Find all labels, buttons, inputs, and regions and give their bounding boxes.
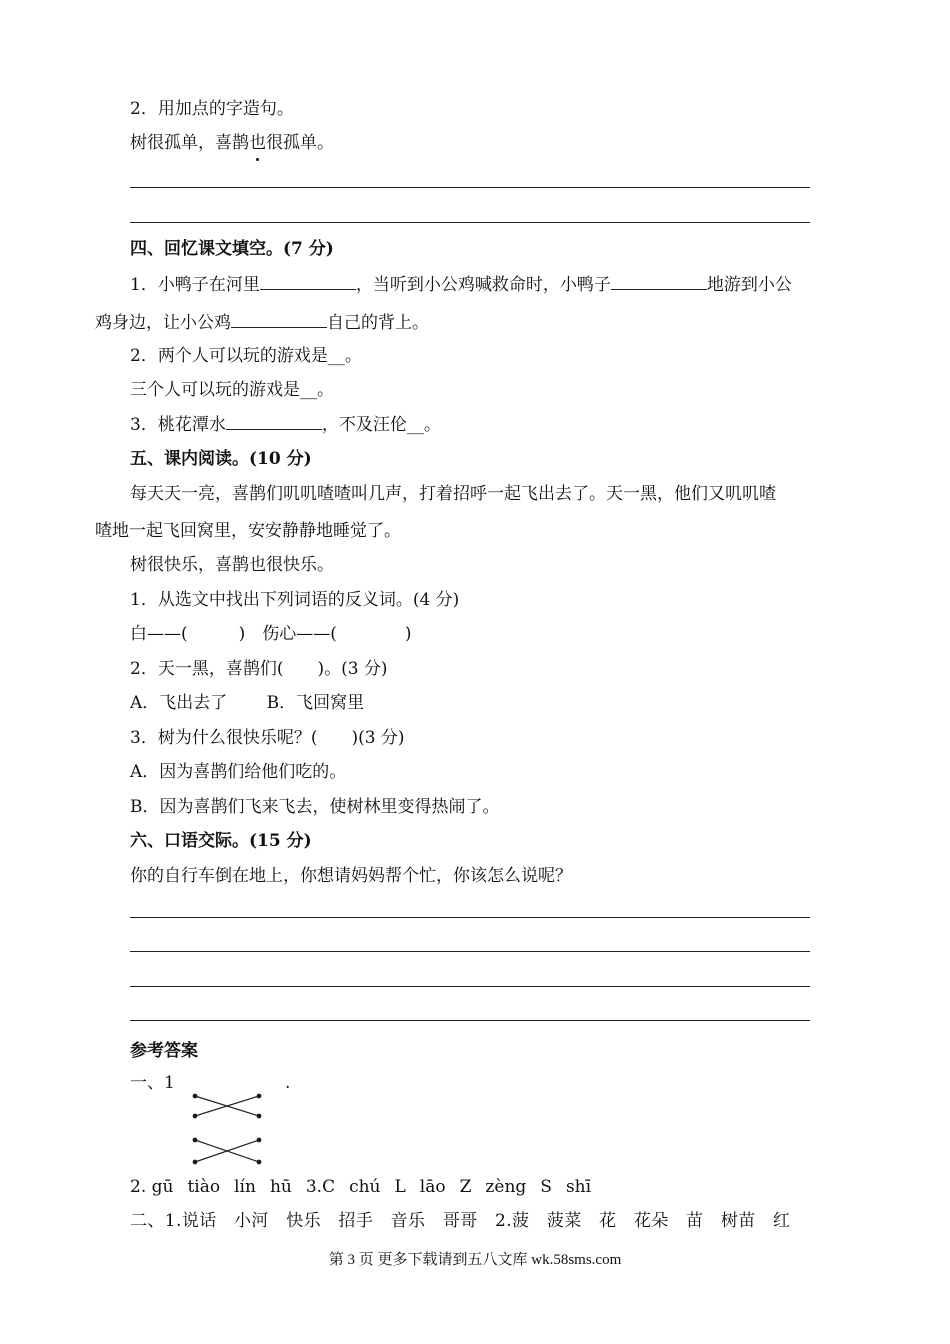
pinyin-item: lāo	[419, 1177, 446, 1197]
section4-item3	[130, 413, 441, 436]
pinyin-item: hū	[269, 1177, 292, 1197]
section4-title: 四、回忆课文填空。(7 分)	[130, 239, 334, 259]
answer-line[interactable]	[130, 187, 810, 188]
section4-item1-line2	[95, 311, 429, 334]
s4-i1-b: ，当听到小公鸡喊救命时，小鸭子	[355, 275, 611, 295]
s5-q1-pairs: 白——( ) 伤心——( )	[130, 624, 412, 644]
s4-i1-e: 自己的背上。	[327, 313, 429, 333]
passage-line3: 树很快乐，喜鹊也很快乐。	[130, 555, 334, 575]
s5-q2-options: A．飞出去了 B．飞回窝里	[130, 693, 365, 713]
s4-i3-a: 3．桃花潭水	[130, 415, 226, 435]
match-dot	[257, 1094, 261, 1098]
s5-q3-b: B．因为喜鹊们飞来飞去，使树林里变得热闹了。	[130, 797, 500, 817]
pinyin-item: S	[540, 1177, 552, 1197]
section4-item2a: 2．两个人可以玩的游戏是__。	[130, 346, 362, 366]
s5-q1: 1．从选文中找出下列词语的反义词。(4 分)	[130, 590, 460, 610]
answer-line[interactable]	[130, 222, 810, 223]
answer1-label: 一、1	[130, 1073, 175, 1093]
s5-q3: 3．树为什么很快乐呢？( )(3 分)	[130, 728, 405, 748]
s5-q3-a: A．因为喜鹊们给他们吃的。	[130, 762, 347, 782]
match-dot	[193, 1138, 197, 1142]
fill-blank[interactable]	[260, 273, 356, 290]
q2-sentence-before: 树很孤单，喜鹊	[130, 133, 249, 153]
pinyin-item: tiào	[187, 1177, 221, 1197]
fill-blank[interactable]	[231, 311, 327, 328]
q2-dotted-char: 也	[249, 133, 266, 153]
q2-sentence	[130, 132, 334, 154]
pinyin-item: Z	[459, 1177, 472, 1197]
pinyin-item: shī	[565, 1177, 592, 1197]
answer3-line: 二、1.说话 小河 快乐 招手 音乐 哥哥 2.菠 菠菜 花 花朵 苗 树苗 红	[130, 1211, 791, 1231]
section5-title: 五、课内阅读。(10 分)	[130, 449, 312, 469]
match-dot	[193, 1114, 197, 1118]
match-dot	[193, 1160, 197, 1164]
s4-i1-d: 鸡身边，让小公鸡	[95, 313, 231, 333]
match-dot	[193, 1094, 197, 1098]
match-dot	[257, 1138, 261, 1142]
section4-item1-line1	[130, 273, 792, 296]
answer2-pinyin-row	[130, 1176, 605, 1198]
s5-q2: 2．天一黑，喜鹊们( )。(3 分)	[130, 659, 388, 679]
match-dot	[257, 1160, 261, 1164]
s4-i1-a: 1．小鸭子在河里	[130, 275, 260, 295]
s4-i3-b: ，不及汪伦__。	[321, 415, 441, 435]
fill-blank[interactable]	[226, 413, 322, 430]
answers-title: 参考答案	[130, 1041, 198, 1061]
match-dot	[257, 1114, 261, 1118]
fill-blank[interactable]	[611, 273, 707, 290]
section6-prompt: 你的自行车倒在地上，你想请妈妈帮个忙，你该怎么说呢？	[130, 866, 572, 886]
section6-title: 六、口语交际。(15 分)	[130, 831, 312, 851]
page-footer: 第 3 页 更多下载请到五八文库 wk.58sms.com	[328, 1252, 622, 1268]
passage-line2: 喳地一起飞回窝里，安安静静地睡觉了。	[95, 521, 401, 541]
pinyin-item: 2. gū	[130, 1177, 174, 1197]
matching-lines-diagram	[185, 1088, 270, 1170]
answer-line[interactable]	[130, 986, 810, 987]
pinyin-item: chú	[349, 1177, 381, 1197]
q2-prompt: 2．用加点的字造句。	[130, 99, 294, 119]
pinyin-item: 3.C	[305, 1177, 336, 1197]
answer-line[interactable]	[130, 1020, 810, 1021]
pinyin-item: lín	[234, 1177, 256, 1197]
pinyin-item: L	[394, 1177, 406, 1197]
s4-i1-c: 地游到小公	[706, 275, 792, 295]
q2-sentence-after: 很孤单。	[266, 133, 334, 153]
section4-item2b: 三个人可以玩的游戏是__。	[130, 380, 334, 400]
answer1-tail: .	[285, 1073, 291, 1093]
answer-line[interactable]	[130, 951, 810, 952]
passage-line1: 每天天一亮，喜鹊们叽叽喳喳叫几声，打着招呼一起飞出去了。天一黑，他们又叽叽喳	[130, 484, 776, 504]
pinyin-item: zèng	[485, 1177, 527, 1197]
answer-line[interactable]	[130, 917, 810, 918]
